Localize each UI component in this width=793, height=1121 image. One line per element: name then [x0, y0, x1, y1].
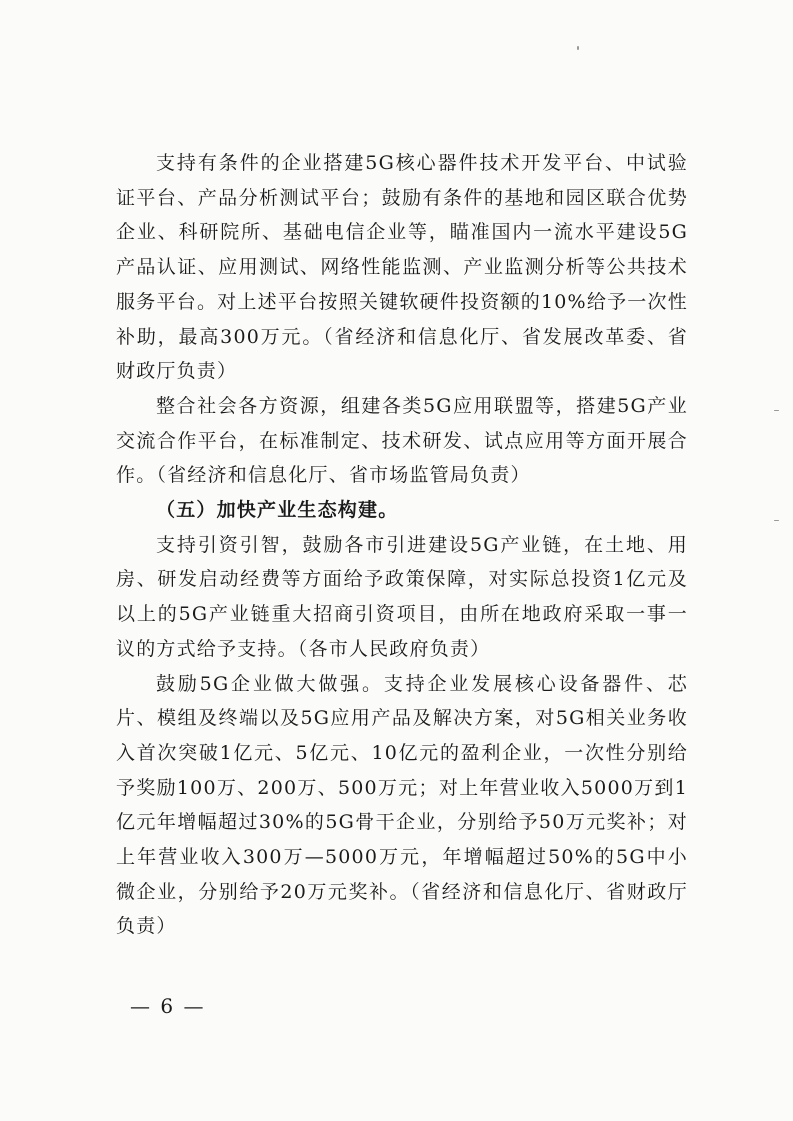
- paragraph-platform-support: 支持有条件的企业搭建5G核心器件技术开发平台、中试验证平台、产品分析测试平台；鼓励有条件的基地和园区联合优势企业、科研院所、基础电信企业等，瞄准国内一流水平建设5G产品认证、应用测试、网络性能监测、产业监测分析等公共技术服务平台。对上述平台按照关键软硬件投资额的10%给予一次性补助，最高300万元。（省经济和信息化厅、省发展改革委、省财政厅负责）: [116, 152, 688, 383]
- document-body: [116, 146, 688, 944]
- paragraph-enterprise-growth: 鼓励5G企业做大做强。支持企业发展核心设备器件、芯片、模组及终端以及5G应用产品及解决方案，对5G相关业务收入首次突破1亿元、5亿元、10亿元的盈利企业，一次性分别给予奖励100万、200万、500万元；对上年营业收入5000万到1亿元年增幅超过30%的5G骨干企业，分别给予50万元奖补；对上年营业收入300万—5000万元，年增幅超过50%的5G中小微企业，分别给予20万元奖补。（省经济和信息化厅、省财政厅负责）: [116, 672, 688, 938]
- scan-speck: [577, 46, 579, 50]
- page-number: — 6 —: [130, 994, 206, 1018]
- paragraph-investment-attraction: 支持引资引智，鼓励各市引进建设5G产业链，在土地、用房、研发启动经费等方面给予政策保障，对实际总投资1亿元及以上的5G产业链重大招商引资项目，由所在地政府采取一事一议的方式给予支持。（各市人民政府负责）: [116, 533, 688, 660]
- scan-speck: [774, 410, 779, 411]
- scan-speck: [774, 520, 779, 521]
- paragraph-industry-alliance: 整合社会各方资源，组建各类5G应用联盟等，搭建5G产业交流合作平台，在标准制定、技术研发、试点应用等方面开展合作。（省经济和信息化厅、省市场监管局负责）: [116, 394, 688, 487]
- section-heading-ecosystem: （五）加快产业生态构建。: [156, 499, 399, 522]
